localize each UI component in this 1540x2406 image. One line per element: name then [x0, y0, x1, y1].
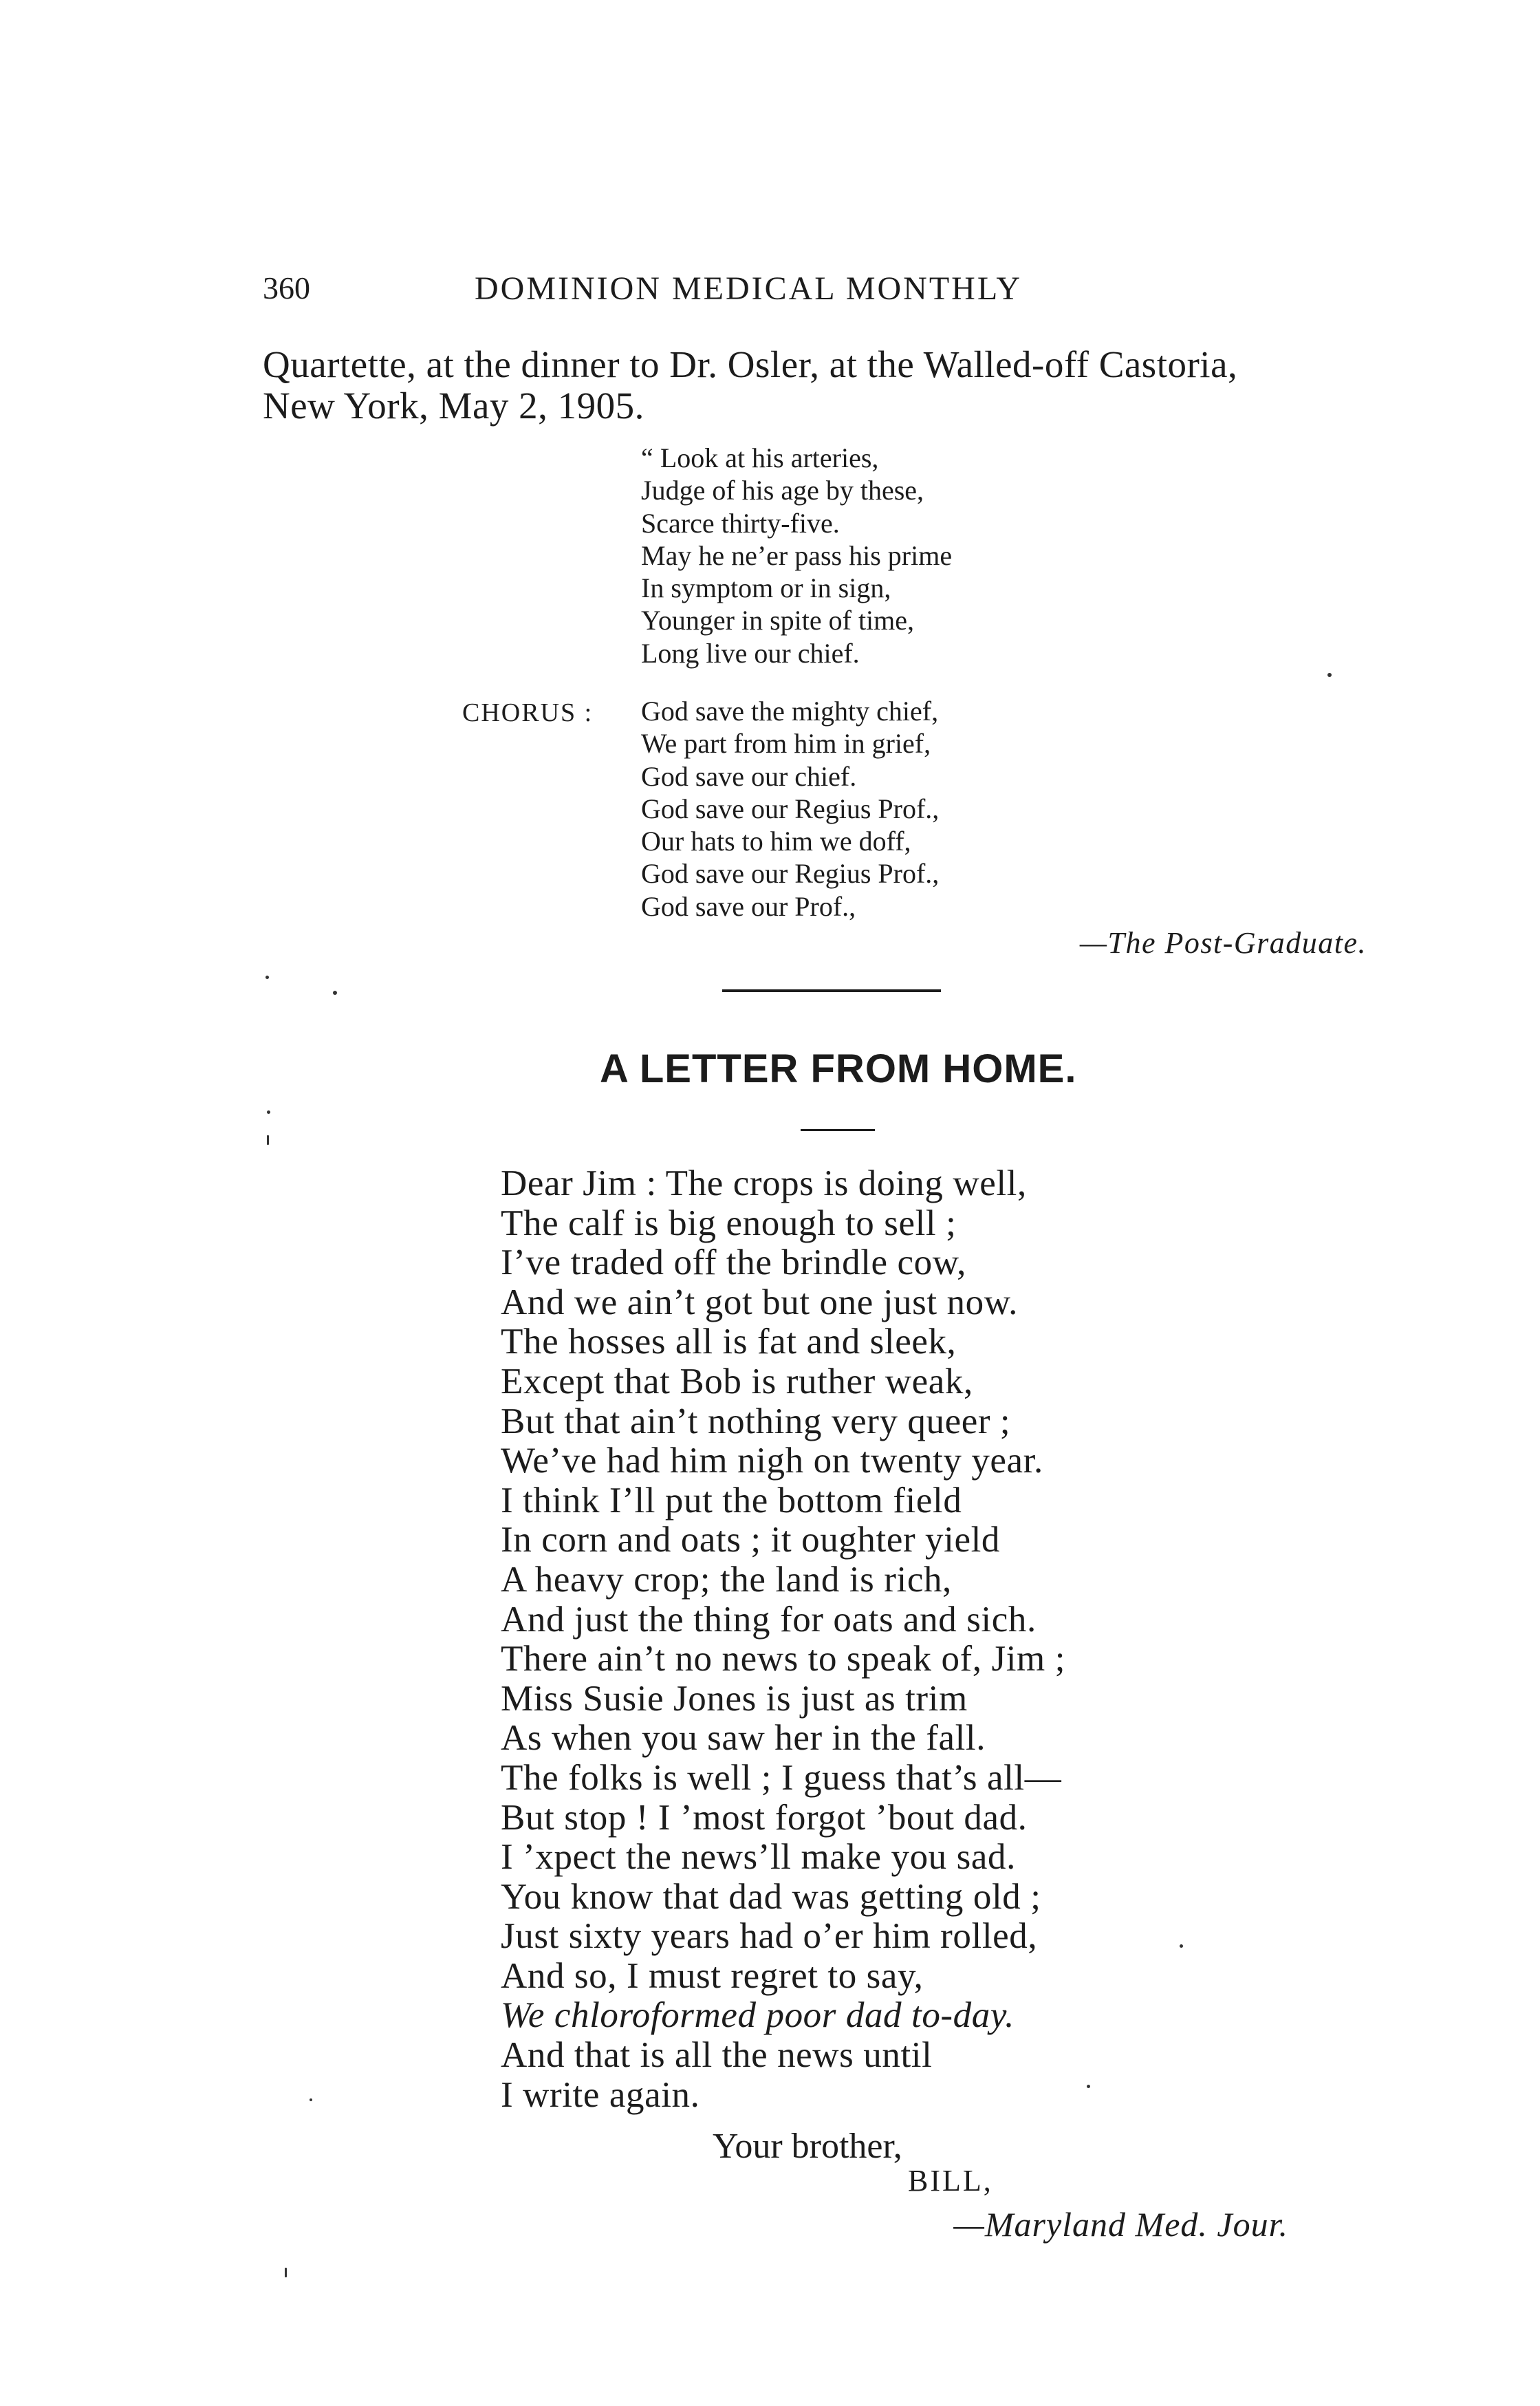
letter-body [501, 1164, 1065, 2115]
scan-speck [1180, 1944, 1183, 1948]
section-divider [722, 989, 941, 992]
scan-speck [310, 2098, 312, 2101]
scan-speck [285, 2268, 287, 2277]
letter-line: We chloroformed poor dad to-day. [501, 1995, 1015, 2036]
intro-line-2: New York, May 2, 1905. [263, 385, 644, 427]
letter-line: And we ain’t got but one just now. [501, 1282, 1019, 1322]
chorus-line: God save the mighty chief, [641, 696, 939, 727]
scan-speck [265, 976, 269, 979]
page-number: 360 [263, 270, 310, 305]
letter-line: And just the thing for oats and sich. [501, 1599, 1037, 1640]
letter-line: Dear Jim : The crops is doing well, [501, 1163, 1027, 1203]
scan-speck [267, 1110, 270, 1114]
letter-line: I ’xpect the news’ll make you sad. [501, 1837, 1016, 1878]
chorus-line: Our hats to him we doff, [641, 826, 911, 857]
letter-signature: BILL, [908, 2164, 993, 2198]
letter-line: And so, I must regret to say, [501, 1955, 924, 1996]
letter-line: You know that dad was getting old ; [501, 1876, 1041, 1917]
verse-line: “ Look at his arteries, [641, 442, 879, 473]
scan-speck [267, 1135, 269, 1145]
intro-line-1: Quartette, at the dinner to Dr. Osler, at the Walled-off Castoria, [263, 343, 1238, 385]
scan-speck [1087, 2085, 1090, 2088]
song-verse [641, 442, 952, 669]
letter-line: In corn and oats ; it oughter yield [501, 1520, 1001, 1560]
chorus-label: CHORUS : [462, 698, 594, 727]
letter-line: A heavy crop; the land is rich, [501, 1559, 952, 1600]
letter-title: A LETTER FROM HOME. [600, 1046, 1077, 1091]
song-source: —The Post-Graduate. [1079, 926, 1367, 960]
title-underline [801, 1129, 875, 1131]
verse-line: Younger in spite of time, [641, 605, 915, 636]
letter-line: But stop ! I ’most forgot ’bout dad. [501, 1797, 1028, 1838]
scan-speck [333, 991, 337, 995]
letter-source: —Maryland Med. Jour. [953, 2205, 1288, 2244]
letter-line: Miss Susie Jones is just as trim [501, 1678, 968, 1719]
scan-speck [1327, 673, 1332, 677]
letter-line: As when you saw her in the fall. [501, 1718, 986, 1759]
letter-line: We’ve had him nigh on twenty year. [501, 1441, 1043, 1481]
chorus-line: God save our Regius Prof., [641, 793, 940, 824]
letter-line: The calf is big enough to sell ; [501, 1203, 957, 1243]
letter-line: But that ain’t nothing very queer ; [501, 1401, 1011, 1441]
letter-line: I think I’ll put the bottom field [501, 1480, 962, 1521]
letter-line: I write again. [501, 2074, 700, 2115]
letter-line: Except that Bob is ruther weak, [501, 1361, 973, 1401]
letter-line: Just sixty years had o’er him rolled, [501, 1916, 1038, 1957]
verse-line: May he ne’er pass his prime [641, 539, 953, 571]
verse-line: Judge of his age by these, [641, 475, 924, 506]
chorus-line: God save our Regius Prof., [641, 858, 940, 890]
letter-line: I’ve traded off the brindle cow, [501, 1243, 967, 1283]
verse-line: Scarce thirty-five. [641, 507, 840, 539]
chorus-line: God save our chief. [641, 760, 857, 792]
chorus-line: God save our Prof., [641, 890, 856, 922]
verse-line: Long live our chief. [641, 637, 860, 669]
letter-line: The hosses all is fat and sleek, [501, 1322, 957, 1362]
song-chorus [641, 695, 939, 923]
letter-line: And that is all the news until [501, 2035, 933, 2076]
letter-closing: Your brother, [713, 2127, 902, 2166]
chorus-line: We part from him in grief, [641, 728, 931, 760]
letter-line: The folks is well ; I guess that’s all— [501, 1757, 1062, 1798]
verse-line: In symptom or in sign, [641, 572, 891, 604]
letter-line: There ain’t no news to speak of, Jim ; [501, 1639, 1066, 1679]
running-head: DOMINION MEDICAL MONTHLY [475, 270, 1023, 307]
